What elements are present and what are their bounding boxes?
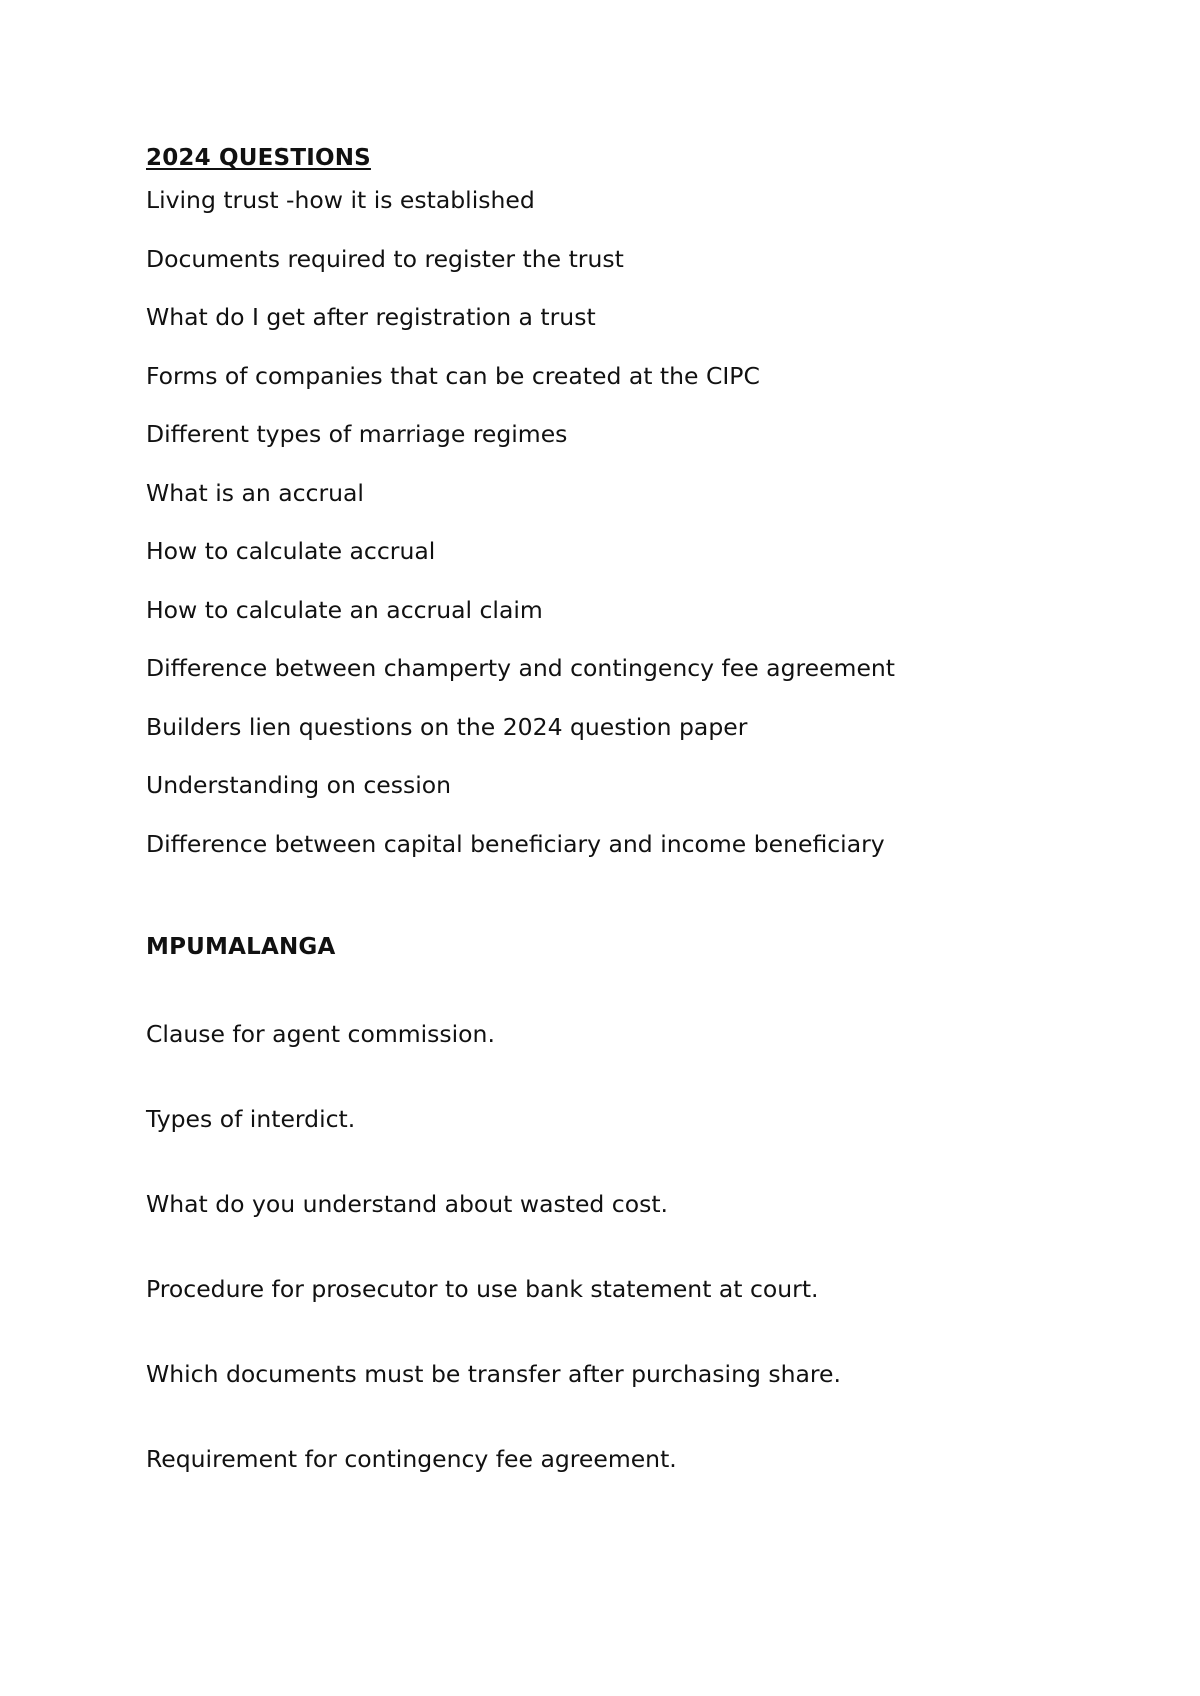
- question-item: Requirement for contingency fee agreement.: [146, 1445, 677, 1473]
- question-item: Difference between champerty and contingency fee agreement: [146, 654, 896, 682]
- question-item: What is an accrual: [146, 478, 364, 507]
- question-item: Documents required to register the trust: [146, 244, 624, 273]
- question-item: Forms of companies that can be created at the CIPC: [146, 361, 760, 390]
- question-item: Clause for agent commission.: [146, 1020, 495, 1048]
- question-item: Types of interdict.: [146, 1105, 356, 1133]
- section-heading-mpumalanga: MPUMALANGA: [146, 934, 336, 960]
- question-item: How to calculate accrual: [146, 537, 436, 565]
- question-item: Procedure for prosecutor to use bank statement at court.: [146, 1275, 819, 1303]
- question-item: Understanding on cession: [146, 771, 452, 799]
- question-item: Different types of marriage regimes: [146, 420, 568, 448]
- question-item: What do I get after registration a trust: [146, 303, 596, 331]
- question-item: What do you understand about wasted cost.: [146, 1190, 669, 1218]
- question-item: How to calculate an accrual claim: [146, 595, 543, 624]
- question-list-2024: [146, 186, 895, 888]
- question-list-mpumalanga: [146, 1020, 841, 1530]
- question-item: Builders lien questions on the 2024 question paper: [146, 712, 748, 741]
- section-heading-2024-questions: 2024 QUESTIONS: [146, 145, 371, 171]
- question-item: Difference between capital beneficiary and income beneficiary: [146, 829, 885, 858]
- question-item: Which documents must be transfer after purchasing share.: [146, 1360, 841, 1388]
- question-item: Living trust -how it is established: [146, 186, 535, 214]
